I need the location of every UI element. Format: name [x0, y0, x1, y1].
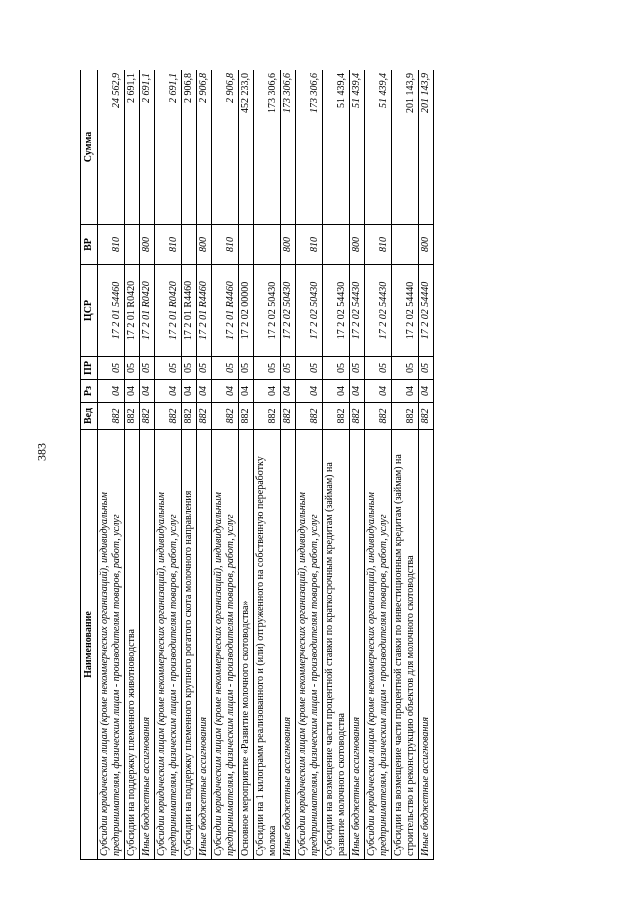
cell-pr: 05 — [125, 357, 140, 380]
cell-csr: 17 2 02 54430 — [365, 265, 392, 357]
cell-sum: 201 143,9 — [392, 70, 419, 225]
header-csr: ЦСР — [81, 265, 98, 357]
cell-pr: 05 — [212, 357, 239, 380]
cell-csr: 17 2 01 R0420 — [125, 265, 140, 357]
cell-sum: 173 306,6 — [254, 70, 281, 225]
cell-vr: 810 — [212, 225, 239, 265]
cell-pr: 05 — [281, 357, 296, 380]
cell-name: Субсидии юридическим лицам (кроме некоммерческих организаций), индивидуальным предпринимателям, физическим лицам - производителям товаров, работ, услуг — [365, 430, 392, 860]
table-row — [392, 70, 419, 860]
cell-pr: 05 — [392, 357, 419, 380]
cell-rz: 04 — [182, 380, 197, 403]
cell-ved: 882 — [323, 403, 350, 430]
document-page — [80, 70, 570, 860]
cell-rz: 04 — [254, 380, 281, 403]
table-row — [365, 70, 392, 860]
cell-vr: 810 — [296, 225, 323, 265]
cell-csr: 17 2 02 54440 — [419, 265, 434, 357]
cell-rz: 04 — [239, 380, 254, 403]
header-ved: Вед — [81, 403, 98, 430]
cell-vr: 800 — [140, 225, 155, 265]
cell-ved: 882 — [212, 403, 239, 430]
cell-rz: 04 — [365, 380, 392, 403]
cell-sum: 2 906,8 — [182, 70, 197, 225]
cell-pr: 05 — [365, 357, 392, 380]
cell-name: Субсидии на возмещение части процентной ставки по краткосрочным кредитам (займам) на развитие молочного скотоводства — [323, 430, 350, 860]
table-header-row — [81, 70, 98, 860]
cell-sum: 2 691,1 — [125, 70, 140, 225]
cell-pr: 05 — [323, 357, 350, 380]
header-pr: ПР — [81, 357, 98, 380]
header-sum: Сумма — [81, 70, 98, 225]
cell-rz: 04 — [419, 380, 434, 403]
cell-csr: 17 2 02 00000 — [239, 265, 254, 357]
table-row — [197, 70, 212, 860]
cell-sum: 201 143,9 — [419, 70, 434, 225]
cell-name: Субсидии на возмещение части процентной ставки по инвестиционным кредитам (займам) на строительство и реконструкцию объектов для молочного скотоводства — [392, 430, 419, 860]
cell-name: Основное мероприятие «Развитие молочного скотоводства» — [239, 430, 254, 860]
cell-name: Субсидии на 1 килограмм реализованного и (или) отгруженного на собственную переработку молока — [254, 430, 281, 860]
cell-csr: 17 2 01 R4460 — [197, 265, 212, 357]
cell-name: Иные бюджетные ассигнования — [197, 430, 212, 860]
cell-vr — [239, 225, 254, 265]
cell-vr: 810 — [155, 225, 182, 265]
cell-csr: 17 2 01 R4460 — [182, 265, 197, 357]
cell-pr: 05 — [350, 357, 365, 380]
cell-rz: 04 — [296, 380, 323, 403]
cell-sum: 51 439,4 — [323, 70, 350, 225]
cell-sum: 173 306,6 — [296, 70, 323, 225]
cell-ved: 882 — [125, 403, 140, 430]
table-row — [323, 70, 350, 860]
table-row — [140, 70, 155, 860]
cell-name: Иные бюджетные ассигнования — [140, 430, 155, 860]
cell-rz: 04 — [212, 380, 239, 403]
cell-vr: 800 — [350, 225, 365, 265]
cell-csr: 17 2 02 50430 — [254, 265, 281, 357]
header-rz: Рз — [81, 380, 98, 403]
cell-sum: 51 439,4 — [350, 70, 365, 225]
cell-name: Субсидии на поддержку племенного крупного рогатого скота молочного направления — [182, 430, 197, 860]
cell-name: Субсидии юридическим лицам (кроме некоммерческих организаций), индивидуальным предпринимателям, физическим лицам - производителям товаров, работ, услуг — [155, 430, 182, 860]
cell-ved: 882 — [392, 403, 419, 430]
table-row — [296, 70, 323, 860]
table-row — [281, 70, 296, 860]
cell-csr: 17 2 02 54430 — [350, 265, 365, 357]
cell-csr: 17 2 01 R0420 — [140, 265, 155, 357]
cell-ved: 882 — [182, 403, 197, 430]
cell-ved: 882 — [254, 403, 281, 430]
cell-ved: 882 — [155, 403, 182, 430]
header-name: Наименование — [81, 430, 98, 860]
cell-ved: 882 — [140, 403, 155, 430]
cell-vr: 800 — [281, 225, 296, 265]
table-row — [419, 70, 434, 860]
cell-pr: 05 — [254, 357, 281, 380]
cell-ved: 882 — [197, 403, 212, 430]
cell-pr: 05 — [197, 357, 212, 380]
cell-csr: 17 2 02 50430 — [296, 265, 323, 357]
cell-pr: 05 — [182, 357, 197, 380]
cell-vr: 810 — [365, 225, 392, 265]
table-row — [98, 70, 125, 860]
cell-csr: 17 2 02 54440 — [392, 265, 419, 357]
cell-sum: 452 233,0 — [239, 70, 254, 225]
header-vr: ВР — [81, 225, 98, 265]
cell-sum: 24 562,9 — [98, 70, 125, 225]
cell-name: Субсидии юридическим лицам (кроме некоммерческих организаций), индивидуальным предпринимателям, физическим лицам - производителям товаров, работ, услуг — [212, 430, 239, 860]
cell-rz: 04 — [281, 380, 296, 403]
cell-rz: 04 — [125, 380, 140, 403]
table-row — [350, 70, 365, 860]
cell-vr — [125, 225, 140, 265]
cell-name: Иные бюджетные ассигнования — [350, 430, 365, 860]
cell-vr: 810 — [98, 225, 125, 265]
cell-ved: 882 — [419, 403, 434, 430]
cell-pr: 05 — [239, 357, 254, 380]
cell-sum: 2 691,1 — [155, 70, 182, 225]
cell-csr: 17 2 01 R4460 — [212, 265, 239, 357]
cell-name: Субсидии юридическим лицам (кроме некоммерческих организаций), индивидуальным предпринимателям, физическим лицам - производителям товаров, работ, услуг — [296, 430, 323, 860]
cell-rz: 04 — [140, 380, 155, 403]
page-number: 383 — [34, 443, 49, 461]
cell-rz: 04 — [392, 380, 419, 403]
cell-vr — [323, 225, 350, 265]
cell-ved: 882 — [281, 403, 296, 430]
cell-rz: 04 — [155, 380, 182, 403]
cell-name: Иные бюджетные ассигнования — [419, 430, 434, 860]
cell-vr — [254, 225, 281, 265]
table-row — [182, 70, 197, 860]
cell-name: Иные бюджетные ассигнования — [281, 430, 296, 860]
cell-name: Субсидии на поддержку племенного животноводства — [125, 430, 140, 860]
cell-pr: 05 — [419, 357, 434, 380]
cell-rz: 04 — [323, 380, 350, 403]
cell-rz: 04 — [98, 380, 125, 403]
table-row — [254, 70, 281, 860]
cell-vr — [182, 225, 197, 265]
cell-rz: 04 — [350, 380, 365, 403]
cell-vr: 800 — [197, 225, 212, 265]
cell-sum: 2 906,8 — [212, 70, 239, 225]
cell-ved: 882 — [98, 403, 125, 430]
cell-pr: 05 — [98, 357, 125, 380]
cell-csr: 17 2 02 54430 — [323, 265, 350, 357]
cell-vr — [392, 225, 419, 265]
cell-ved: 882 — [365, 403, 392, 430]
table-row — [212, 70, 239, 860]
cell-name: Субсидии юридическим лицам (кроме некоммерческих организаций), индивидуальным предпринимателям, физическим лицам - производителям товаров, работ, услуг — [98, 430, 125, 860]
cell-sum: 173 306,6 — [281, 70, 296, 225]
cell-ved: 882 — [239, 403, 254, 430]
cell-pr: 05 — [155, 357, 182, 380]
table-row — [239, 70, 254, 860]
budget-table — [80, 70, 434, 860]
rotated-table-container — [80, 70, 570, 860]
cell-ved: 882 — [350, 403, 365, 430]
table-row — [155, 70, 182, 860]
cell-csr: 17 2 02 50430 — [281, 265, 296, 357]
table-row — [125, 70, 140, 860]
cell-csr: 17 2 01 54460 — [98, 265, 125, 357]
cell-vr: 800 — [419, 225, 434, 265]
cell-sum: 2 691,1 — [140, 70, 155, 225]
cell-pr: 05 — [296, 357, 323, 380]
cell-rz: 04 — [197, 380, 212, 403]
cell-sum: 2 906,8 — [197, 70, 212, 225]
cell-pr: 05 — [140, 357, 155, 380]
cell-sum: 51 439,4 — [365, 70, 392, 225]
cell-ved: 882 — [296, 403, 323, 430]
cell-csr: 17 2 01 R0420 — [155, 265, 182, 357]
table-body — [98, 70, 434, 860]
